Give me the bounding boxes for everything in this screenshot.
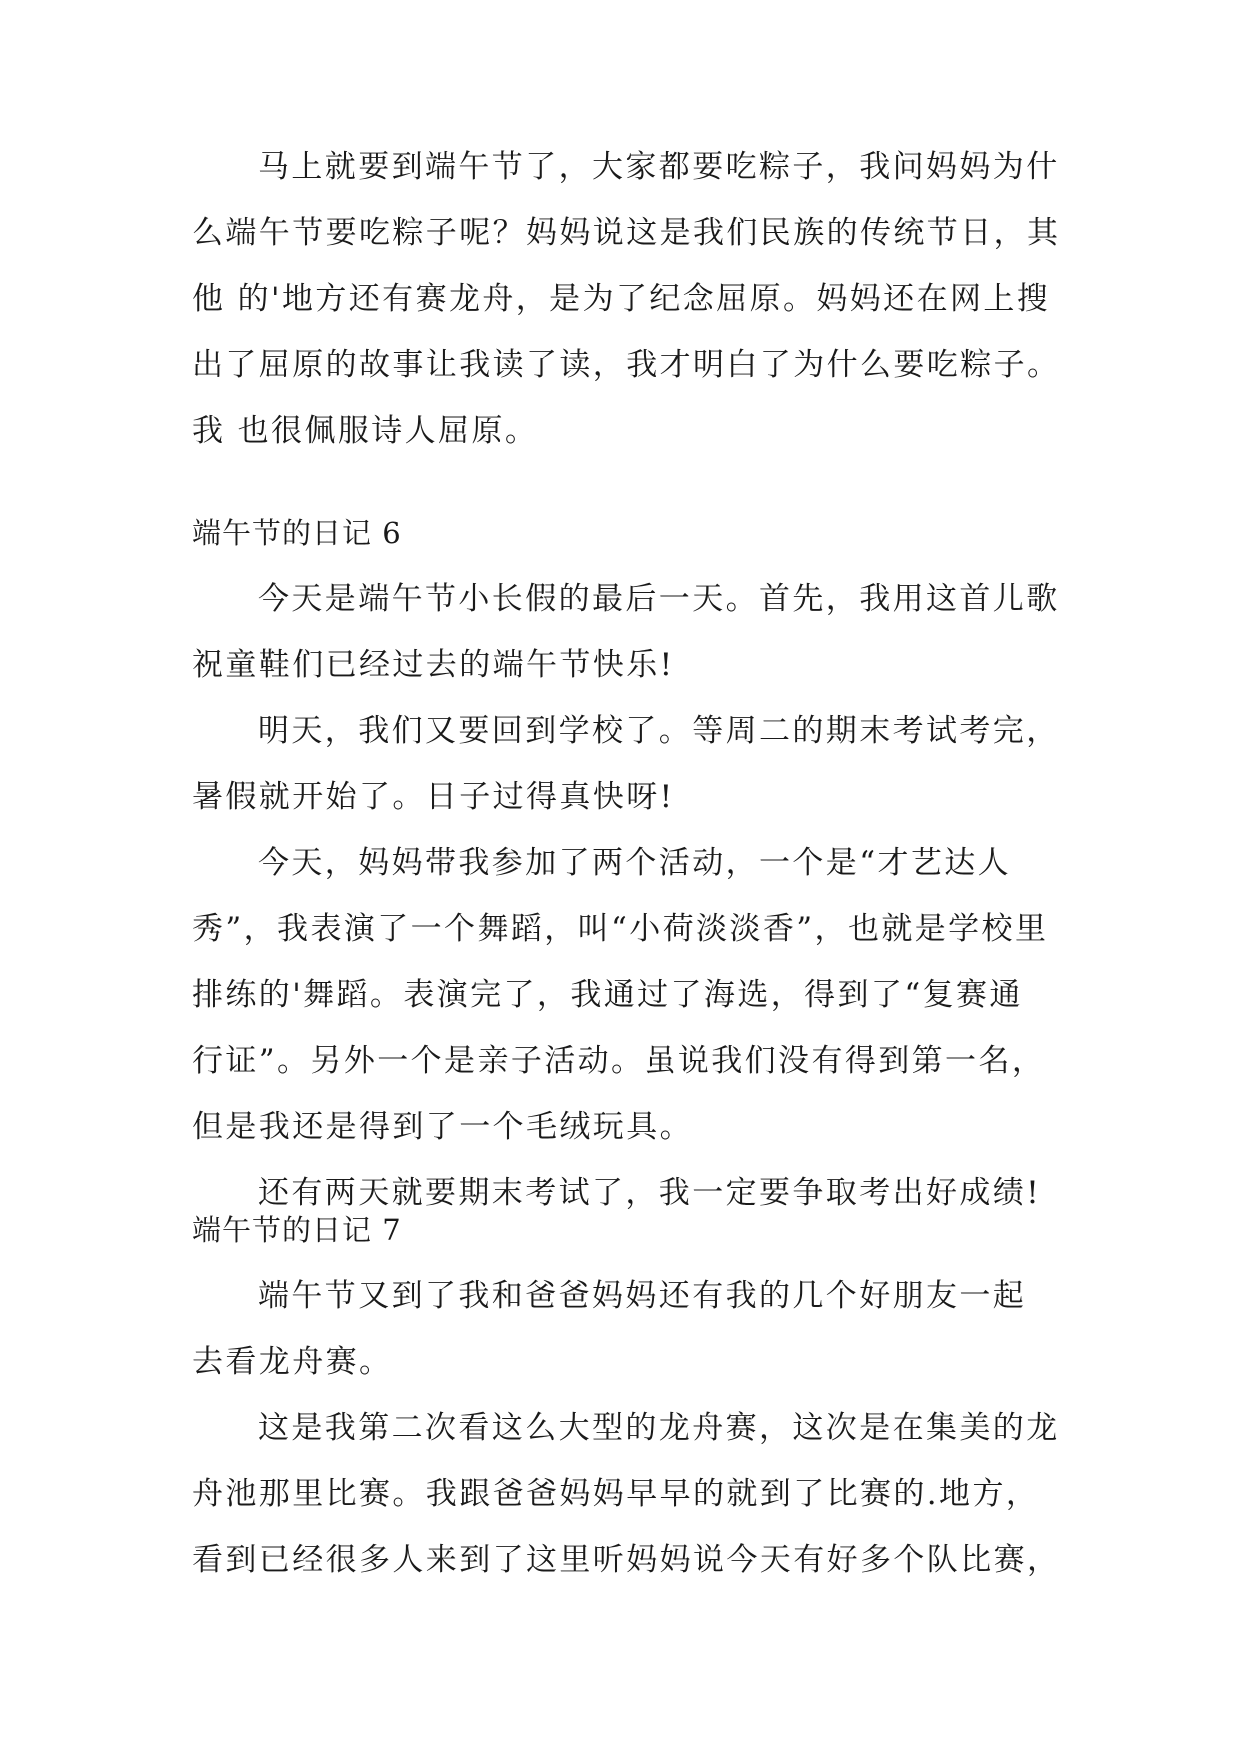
section-title: 端午节的日记 6 <box>192 516 402 550</box>
section-title: 端午节的日记 7 <box>192 1213 402 1247</box>
paragraph-line: 秀”，我表演了一个舞蹈，叫“小荷淡淡香”，也就是学校里 <box>192 911 1049 947</box>
paragraph-line: 祝童鞋们已经过去的端午节快乐! <box>192 647 675 683</box>
paragraph-line: 排练的'舞蹈。表演完了，我通过了海选，得到了“复赛通 <box>192 977 1023 1013</box>
paragraph-line: 么端午节要吃粽子呢？妈妈说这是我们民族的传统节日，其 <box>192 215 1061 251</box>
paragraph-line: 他 的'地方还有赛龙舟，是为了纪念屈原。妈妈还在网上搜 <box>192 281 1051 317</box>
paragraph-line: 但是我还是得到了一个毛绒玩具。 <box>192 1109 693 1145</box>
paragraph-line: 今天是端午节小长假的最后一天。首先，我用这首儿歌 <box>258 581 1060 617</box>
paragraph-line: 端午节又到了我和爸爸妈妈还有我的几个好朋友一起 <box>258 1278 1027 1314</box>
paragraph-line: 还有两天就要期末考试了，我一定要争取考出好成绩! <box>258 1175 1042 1211</box>
section6 <box>192 500 1072 1226</box>
section5-paragraph <box>192 134 1072 464</box>
paragraph-line: 明天，我们又要回到学校了。等周二的期末考试考完， <box>258 713 1060 749</box>
paragraph-line: 去看龙舟赛。 <box>192 1344 393 1380</box>
paragraph-line: 看到已经很多人来到了这里听妈妈说今天有好多个队比赛， <box>192 1542 1061 1578</box>
paragraph-line: 舟池那里比赛。我跟爸爸妈妈早早的就到了比赛的.地方， <box>192 1476 1040 1512</box>
paragraph-line: 暑假就开始了。日子过得真快呀! <box>192 779 675 815</box>
paragraph-line: 今天，妈妈带我参加了两个活动，一个是“才艺达人 <box>258 845 1012 881</box>
paragraph-line: 出了屈原的故事让我读了读，我才明白了为什么要吃粽子。 <box>192 347 1061 383</box>
paragraph-line: 马上就要到端午节了，大家都要吃粽子，我问妈妈为什 <box>258 149 1060 185</box>
paragraph-line: 我 也很佩服诗人屈原。 <box>192 413 539 449</box>
paragraph-line: 这是我第二次看这么大型的龙舟赛，这次是在集美的龙 <box>258 1410 1060 1446</box>
section7 <box>192 1197 1072 1593</box>
paragraph-line: 行证”。另外一个是亲子活动。虽说我们没有得到第一名， <box>192 1043 1046 1079</box>
